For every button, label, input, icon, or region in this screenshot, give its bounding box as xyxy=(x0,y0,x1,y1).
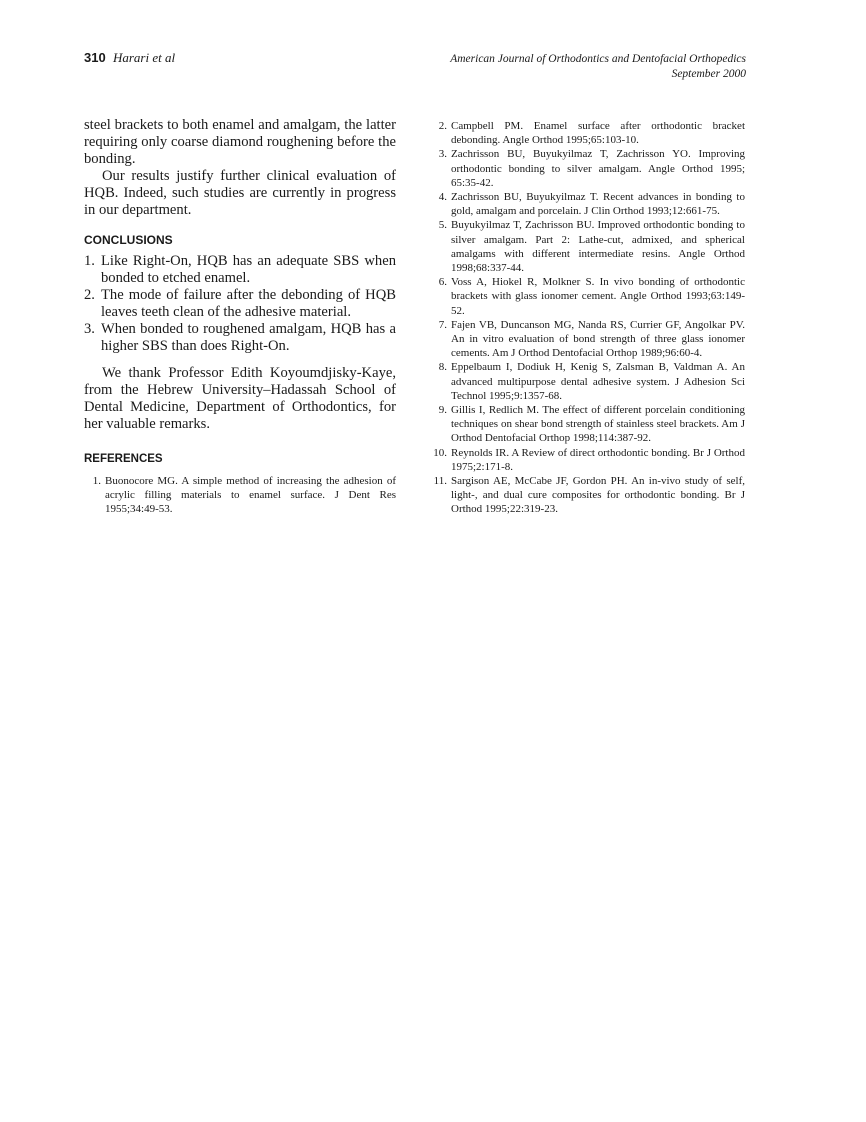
references-list-left xyxy=(86,474,396,517)
ref-number: 3. xyxy=(438,148,447,161)
item-text: Like Right-On, HQB has an adequate SBS when bonded to etched enamel. xyxy=(101,253,396,286)
ref-number: 9. xyxy=(438,404,447,417)
item-text: When bonded to roughened amalgam, HQB has a higher SBS than does Right-On. xyxy=(101,321,396,354)
reference-item xyxy=(86,474,396,517)
issue-date: September 2000 xyxy=(671,68,746,80)
body-paragraph: Our results justify further clinical evaluation of HQB. Indeed, such studies are currently in progress in our department. xyxy=(84,168,396,218)
references-heading: REFERENCES xyxy=(84,453,163,465)
conclusion-item xyxy=(84,321,396,355)
ref-text: Zachrisson BU, Buyukyilmaz T, Zachrisson YO. Improving orthodontic bonding to silver amalgam. Angle Orthod 1995; 65:35-42. xyxy=(451,148,745,189)
ref-text: Fajen VB, Duncanson MG, Nanda RS, Currier GF, Angolkar PV. An in vitro evaluation of bond strength of three glass ionomer cements. Am J Orthod Dentofacial Orthop 1989;96:60-4. xyxy=(451,318,745,360)
conclusions-heading: CONCLUSIONS xyxy=(84,233,173,247)
ref-number: 1. xyxy=(92,475,101,487)
journal-title: American Journal of Orthodontics and Dentofacial Orthopedics xyxy=(450,53,746,65)
item-number: 3. xyxy=(84,321,95,337)
ref-text: Buonocore MG. A simple method of increasing the adhesion of acrylic filling materials to enamel surface. J Dent Res 1955;34:49-53. xyxy=(105,475,396,516)
ref-number: 7. xyxy=(438,318,447,331)
reference-item xyxy=(432,403,745,446)
reference-item xyxy=(432,318,745,361)
conclusions-list xyxy=(84,253,396,355)
ref-text: Sargison AE, McCabe JF, Gordon PH. An in-vivo study of self, light-, and dual cure composites for orthodontic bonding. Br J Orthod 1995;22:319-23. xyxy=(451,475,745,516)
acknowledgment xyxy=(84,365,396,433)
ref-text: Reynolds IR. A Review of direct orthodontic bonding. Br J Orthod 1975;2:171-8. xyxy=(451,446,745,473)
conclusion-item xyxy=(84,253,396,287)
ref-text: Zachrisson BU, Buyukyilmaz T. Recent advances in bonding to gold, amalgam and porcelain. J Clin Orthod 1993;12:661-75. xyxy=(451,191,745,218)
reference-item xyxy=(432,474,745,517)
reference-item xyxy=(432,275,745,318)
left-column-body xyxy=(84,117,396,219)
ref-number: 2. xyxy=(438,120,447,132)
page-number: 310 xyxy=(84,50,106,65)
item-text: The mode of failure after the debonding of HQB leaves teeth clean of the adhesive material. xyxy=(101,287,396,320)
reference-item xyxy=(432,446,745,474)
reference-item xyxy=(432,119,745,147)
ref-text: Gillis I, Redlich M. The effect of different porcelain conditioning techniques on shear bond strength of stainless steel brackets. Am J Orthod Dentofacial Orthop 1998;114:387-92. xyxy=(451,404,745,445)
journal-header xyxy=(450,52,746,82)
ref-text: Voss A, Hiokel R, Molkner S. In vivo bonding of orthodontic brackets with glass ionomer cement. Angle Orthod 1993;63:149-52. xyxy=(451,276,745,317)
body-paragraph: steel brackets to both enamel and amalgam, the latter requiring only coarse diamond roughening before the bonding. xyxy=(84,117,396,167)
ref-number: 11. xyxy=(433,475,447,488)
ref-text: Eppelbaum I, Dodiuk H, Kenig S, Zalsman B, Valdman A. An advanced multipurpose dental adhesive system. J Adhesion Sci Technol 1995;9:1357-68. xyxy=(451,361,745,402)
item-number: 2. xyxy=(84,287,95,303)
reference-item xyxy=(432,190,745,218)
ref-number: 5. xyxy=(438,219,447,232)
item-number: 1. xyxy=(84,253,95,269)
ref-number: 6. xyxy=(438,276,447,289)
reference-item xyxy=(432,360,745,403)
reference-item xyxy=(432,218,745,275)
references-list-right xyxy=(432,119,745,517)
acknowledgment-text: We thank Professor Edith Koyoumdjisky-Kaye, from the Hebrew University–Hadassah School of Dental Medicine, Department of Orthodontics, for her valuable remarks. xyxy=(84,365,396,432)
ref-number: 4. xyxy=(438,191,447,204)
ref-number: 8. xyxy=(438,361,447,374)
ref-text: Buyukyilmaz T, Zachrisson BU. Improved orthodontic bonding to silver amalgam. Part 2: Lathe-cut, admixed, and spherical amalgams with different intermediate resins. Angle Orthod 1998;68:337-44. xyxy=(451,219,745,275)
conclusion-item xyxy=(84,287,396,321)
reference-item xyxy=(432,147,745,190)
running-head xyxy=(84,50,175,66)
running-authors: Harari et al xyxy=(112,50,176,65)
ref-text: Campbell PM. Enamel surface after orthodontic bracket debonding. Angle Orthod 1995;65:103-10. xyxy=(451,120,745,147)
ref-number: 10. xyxy=(433,446,447,459)
